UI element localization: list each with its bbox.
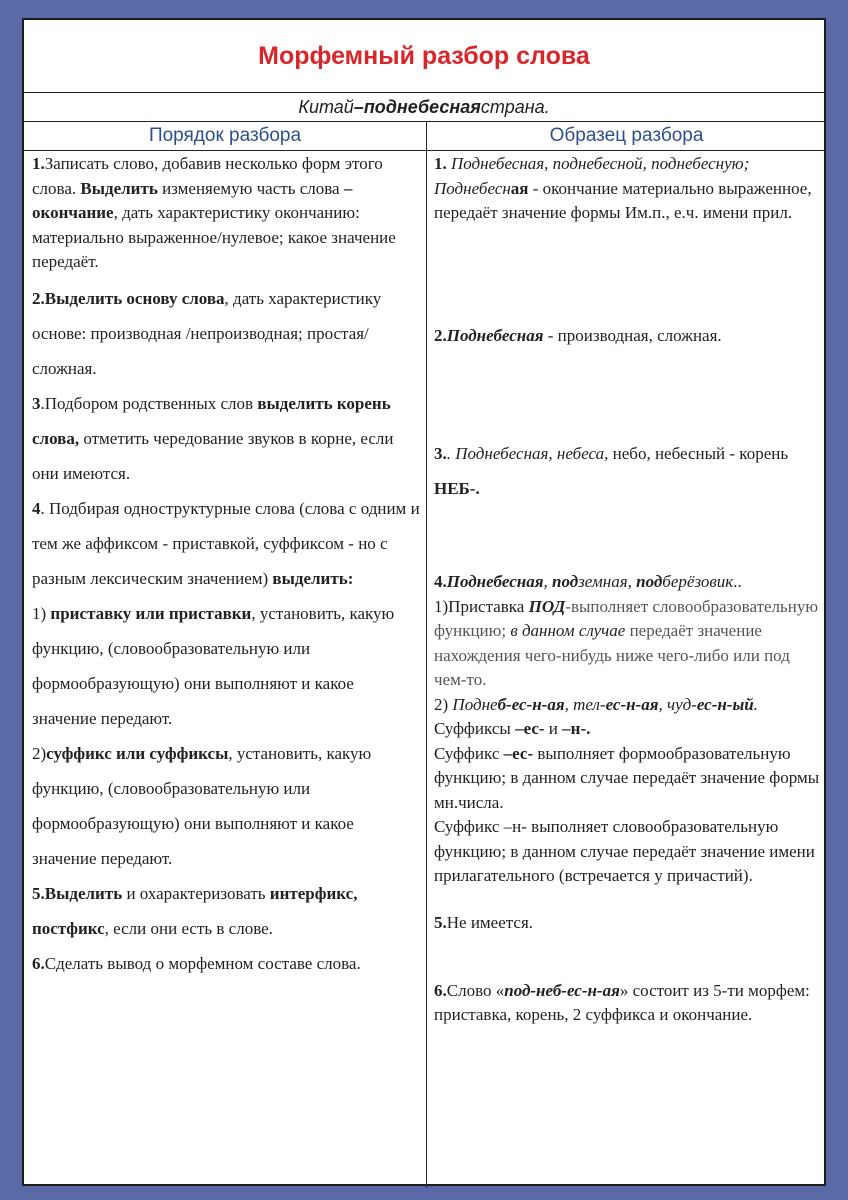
sample-4-suffix: 2) Поднеб-ес-н-ая, тел-ес-н-ая, чуд-ес-н-ый. Суффиксы –ес- и –н-. Суффикс –ес- выполняет формообразовательную функцию; в данном случае передаёт значение формы мн.числа. Суффикс –н- выполняет словообразовательную функцию; в данном случае передаёт значение имени прилагательного (встречается у причастий). — [434, 694, 820, 885]
step-4-prefix: 1) приставку или приставки, установить, какую функцию, (словообразовательную или формообразующую) они выполняют и какое значение передают. — [32, 603, 395, 728]
step-4-suffix: 2)суффикс или суффиксы, установить, какую функцию, (словообразовательную или формообразующую) они выполняют и какое значение передают. — [32, 743, 372, 868]
morpheme-analysis-sheet — [22, 18, 826, 1186]
sample-3: 3.. Поднебесная, небеса, небо, небесный - корень НЕБ-. — [434, 444, 789, 498]
sentence-word: Китай — [298, 96, 354, 117]
step-4: 4. Подбирая одноструктурные слова (слова с одним и тем же аффиксом - приставкой, суффиксом - но с разным лексическим значением) выделить: — [32, 498, 420, 588]
table-header — [24, 122, 824, 151]
sample-4-prefix: 1)Приставка ПОД-выполняет словообразовательную функцию; в данном случае передаёт значение нахождения чего-нибудь ниже чего-либо или под чем-то. — [434, 596, 819, 689]
step-2: 2.Выделить основу слова, дать характеристику основе: производная /непроизводная; простая/сложная. — [32, 288, 382, 378]
sentence-dash: – — [353, 96, 364, 117]
analysis-sample-column — [434, 152, 824, 1028]
step-3: 3.Подбором родственных слов выделить корень слова, отметить чередование звуков в корне, если они имеются. — [32, 393, 394, 483]
page-title: Морфемный разбор слова — [24, 20, 824, 93]
step-6: 6.Сделать вывод о морфемном составе слова. — [32, 953, 361, 973]
sample-2: 2.Поднебесная - производная, сложная. — [434, 326, 722, 345]
sentence-rest: страна. — [480, 96, 550, 117]
sample-6: 6.Слово «под-неб-ес-н-ая» состоит из 5-ти морфем: приставка, корень, 2 суффикса и окончание. — [434, 980, 810, 1024]
sample-1: 1. Поднебесная, поднебесной, поднебесную; Поднебесная - окончание материально выраженное, передаёт значение формы Им.п., е.ч. имени прил. — [434, 154, 812, 222]
column-divider — [426, 122, 427, 1188]
example-sentence — [24, 93, 824, 122]
step-1: 1.Записать слово, добавив несколько форм этого слова. Выделить изменяемую часть слова – окончание, дать характеристику окончанию: материально выраженное/нулевое; какое значение передаёт. — [32, 154, 396, 271]
analysis-steps-column — [32, 152, 420, 981]
sample-4: 4.Поднебесная, подземная, подберёзовик.. — [434, 572, 742, 591]
sample-5: 5.Не имеется. — [434, 912, 534, 932]
header-analysis-order: Порядок разбора — [148, 125, 302, 146]
header-analysis-sample: Образец разбора — [549, 125, 704, 146]
sentence-bold-word: поднебесная — [363, 96, 481, 117]
step-5: 5.Выделить и охарактеризовать интерфикс, постфикс, если они есть в слове. — [32, 883, 358, 938]
